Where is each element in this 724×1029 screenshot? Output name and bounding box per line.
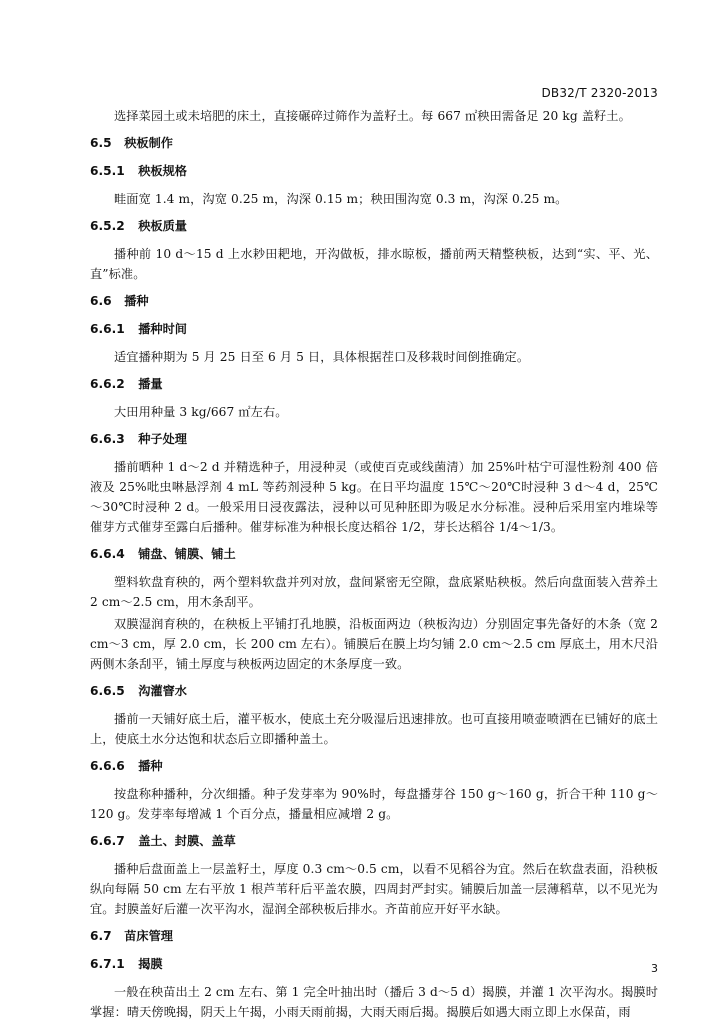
section-number: 6.5	[90, 136, 112, 150]
section-title: 种子处理	[138, 432, 187, 446]
paragraph: 播种前 10 d～15 d 上水耖田耙地，开沟做板，排水晾板，播前两天精整秧板，达到“实、平、光、直”标准。	[90, 247, 658, 281]
paragraph: 播种后盘面盖上一层盖籽土，厚度 0.3 cm～0.5 cm，以看不见稻谷为宜。然后在软盘表面，沿秧板纵向每隔 50 cm 左右平放 1 根芦苇秆后平盖农膜，四周封严封实。铺膜后加盖一层薄稻草，以不见光为宜。封膜盖好后灌一次平沟水，湿润全部秧板后排水。齐苗前应开好平水缺。	[90, 862, 658, 916]
section-title: 播种	[124, 294, 149, 308]
section-heading-6-6-4	[90, 544, 658, 564]
section-number: 6.6.1	[90, 322, 125, 336]
section-heading-6-6-1	[90, 319, 658, 339]
paragraph: 塑料软盘育秧的，两个塑料软盘并列对放，盘间紧密无空隙，盘底紧贴秧板。然后向盘面装入营养土 2 cm～2.5 cm，用木条刮平。	[90, 575, 658, 609]
section-number: 6.6.4	[90, 547, 125, 561]
section-heading-6-5	[90, 133, 658, 153]
section-number: 6.6.7	[90, 834, 125, 848]
section-title: 沟灌窨水	[138, 684, 187, 698]
document-body	[90, 106, 658, 1029]
section-number: 6.6.3	[90, 432, 125, 446]
section-title: 盖土、封膜、盖草	[138, 834, 236, 848]
section-heading-6-5-1	[90, 161, 658, 181]
paragraph: 按盘称种播种，分次细播。种子发芽率为 90%时，每盘播芽谷 150 g～160 g，折合干种 110 g～120 g。发芽率每增减 1 个百分点，播量相应减增 2 g。	[90, 787, 658, 821]
section-number: 6.5.1	[90, 164, 125, 178]
section-heading-6-6	[90, 291, 658, 311]
section-number: 6.6	[90, 294, 112, 308]
paragraph: 适宜播种期为 5 月 25 日至 6 月 5 日，具体根据茬口及移栽时间倒推确定。	[114, 350, 530, 364]
section-heading-6-6-3	[90, 429, 658, 449]
section-heading-6-5-2	[90, 216, 658, 236]
section-heading-6-7	[90, 926, 658, 946]
paragraph: 双膜湿润育秧的，在秧板上平铺打孔地膜，沿板面两边（秧板沟边）分别固定事先备好的木条（宽 2 cm～3 cm，厚 2.0 cm，长 200 cm 左右）。铺膜后在膜上均匀铺 2.0 cm～2.5 cm 厚底土，用木尺沿两侧木条刮平，铺土厚度与秧板两边固定的木条厚度一致。	[90, 617, 658, 671]
paragraph: 播前晒种 1 d～2 d 并精选种子，用浸种灵（或使百克或线菌清）加 25%叶枯宁可湿性粉剂 400 倍液及 25%吡虫啉悬浮剂 4 mL 等药剂浸种 5 kg。在日平均温度 15℃～20℃时浸种 3 d～4 d，25℃～30℃时浸种 2 d。一般采用日浸夜露法，浸种以可见种胚即为吸足水分标准。浸种后采用室内堆垛等催芽方式催芽至露白后播种。催芽标准为种根长度达稻谷 1/2，芽长达稻谷 1/4～1/3。	[90, 460, 658, 534]
section-title: 播种时间	[138, 322, 187, 336]
section-title: 秧板质量	[138, 219, 187, 233]
section-heading-6-7-1	[90, 954, 658, 974]
section-heading-6-6-5	[90, 681, 658, 701]
section-heading-6-6-7	[90, 831, 658, 851]
section-number: 6.6.5	[90, 684, 125, 698]
page-number: 3	[651, 962, 658, 975]
section-number: 6.5.2	[90, 219, 125, 233]
paragraph: 大田用种量 3 kg/667 ㎡左右。	[114, 405, 288, 419]
section-heading-6-6-6	[90, 756, 658, 776]
paragraph: 播前一天铺好底土后，灌平板水，使底土充分吸湿后迅速排放。也可直接用喷壶喷洒在已铺好的底土上，使底土水分达饱和状态后立即播种盖土。	[90, 712, 658, 746]
section-number: 6.6.2	[90, 377, 125, 391]
standard-code: DB32/T 2320-2013	[541, 86, 658, 100]
section-title: 铺盘、铺膜、铺土	[138, 547, 236, 561]
section-title: 揭膜	[138, 957, 163, 971]
paragraph: 一般在秧苗出土 2 cm 左右、第 1 完全叶抽出时（播后 3 d～5 d）揭膜，并灌 1 次平沟水。揭膜时掌握：晴天傍晚揭，阴天上午揭，小雨天雨前揭，大雨天雨后揭。揭膜后如遇大雨立即上水保苗，雨	[90, 985, 658, 1019]
paragraph: 选择菜园土或未培肥的床土，直接碾碎过筛作为盖籽土。每 667 ㎡秧田需备足 20 kg 盖籽土。	[114, 109, 631, 123]
section-number: 6.7.1	[90, 957, 125, 971]
section-title: 秧板规格	[138, 164, 187, 178]
section-title: 秧板制作	[124, 136, 173, 150]
section-number: 6.6.6	[90, 759, 125, 773]
section-title: 播量	[138, 377, 163, 391]
section-heading-6-6-2	[90, 374, 658, 394]
section-title: 苗床管理	[124, 929, 173, 943]
section-title: 播种	[138, 759, 163, 773]
section-number: 6.7	[90, 929, 112, 943]
paragraph: 畦面宽 1.4 m，沟宽 0.25 m，沟深 0.15 m；秧田围沟宽 0.3 m，沟深 0.25 m。	[114, 192, 568, 206]
